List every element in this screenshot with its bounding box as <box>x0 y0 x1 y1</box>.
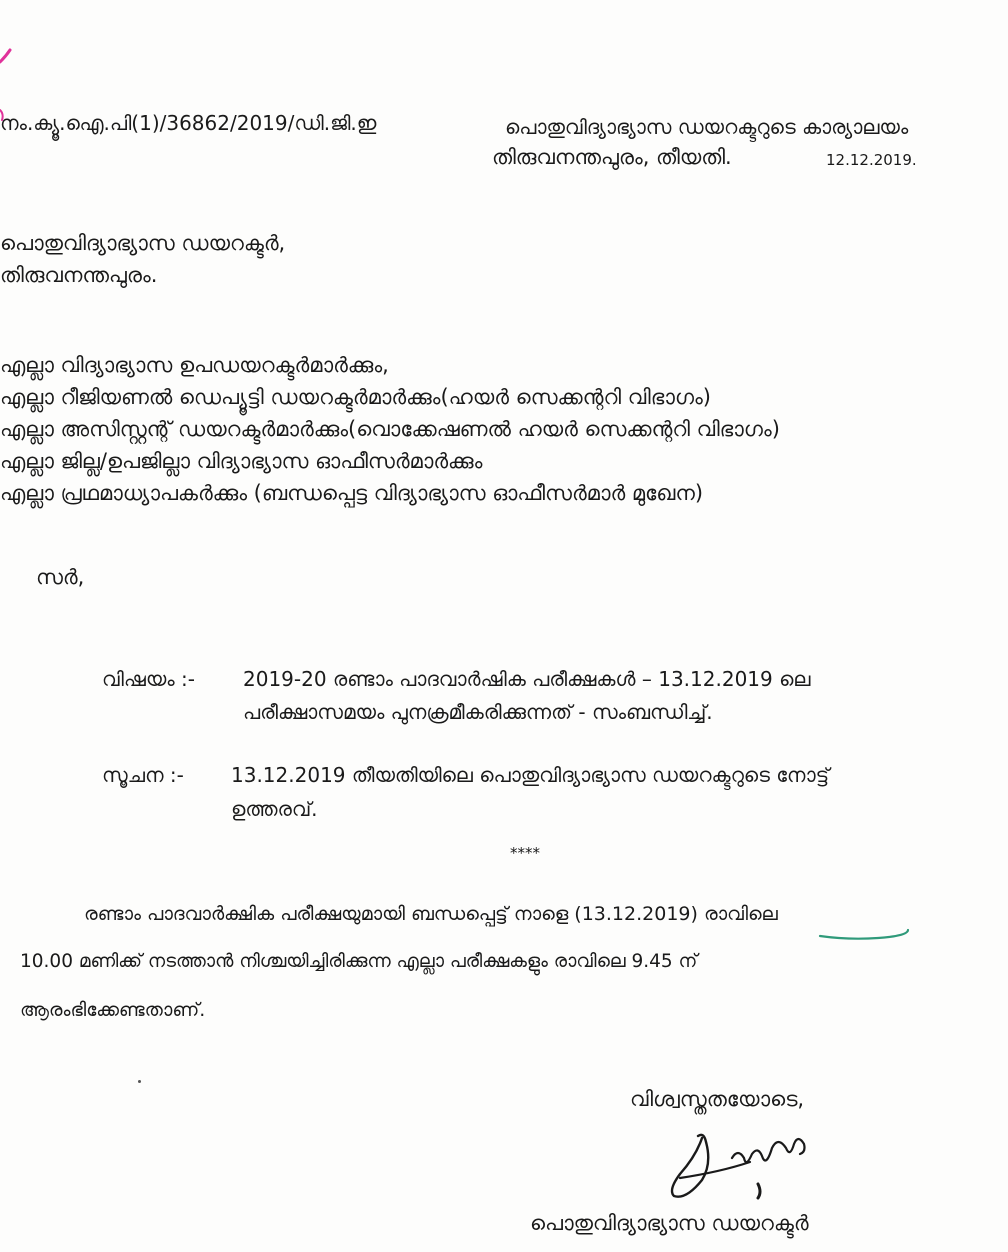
handwritten-signature <box>640 1118 840 1208</box>
recipient-line: എല്ലാ ജില്ല/ഉപജില്ലാ വിദ്യാഭ്യാസ ഓഫീസർമാർക്കും <box>0 449 483 473</box>
signatory-title: പൊതുവിദ്യാഭ്യാസ ഡയറക്ടർ <box>530 1211 809 1235</box>
recipient-line: എല്ലാ റീജിയണൽ ഡെപ്യൂട്ടി ഡയറക്ടർമാർക്കും(ഹയർ സെക്കന്ററി വിഭാഗം) <box>0 385 711 409</box>
from-line-1: പൊതുവിദ്യാഭ്യാസ ഡയറക്ടർ, <box>0 231 286 255</box>
reference-line-2: ഉത്തരവ്. <box>231 797 318 821</box>
salutation: സർ, <box>36 565 85 589</box>
letter-date: 12.12.2019. <box>826 151 917 169</box>
pink-margin-mark <box>0 48 14 158</box>
reference-line-1: 13.12.2019 തീയതിയിലെ പൊതുവിദ്യാഭ്യാസ ഡയറക്ടറുടെ നോട്ട് <box>231 763 830 787</box>
recipient-line: എല്ലാ അസിസ്റ്റന്റ് ഡയറക്ടർമാർക്കും(വൊക്കേഷണൽ ഹയർ സെക്കന്ററി വിഭാഗം) <box>0 417 780 441</box>
place-date-label: തിരുവനന്തപുരം, തീയതി. <box>492 145 732 169</box>
from-line-2: തിരുവനന്തപുരം. <box>0 263 158 287</box>
valediction: വിശ്വസ്തതയോടെ, <box>630 1087 805 1111</box>
body-line-1: രണ്ടാം പാദവാർക്ഷിക പരീക്ഷയുമായി ബന്ധപ്പെട്ട് നാളെ (13.12.2019) രാവിലെ <box>84 903 778 925</box>
body-line-3: ആരംഭിക്കേണ്ടതാണ്. <box>20 999 206 1021</box>
stray-dot <box>138 1080 141 1083</box>
body-line-2: 10.00 മണിക്ക് നടത്താൻ നിശ്ചയിച്ചിരിക്കുന്ന എല്ലാ പരീക്ഷകളും രാവിലെ 9.45 ന് <box>20 951 698 972</box>
reference-label: സൂചന :- <box>102 763 184 787</box>
recipient-line: എല്ലാ വിദ്യാഭ്യാസ ഉപഡയറക്ടർമാർക്കും, <box>0 353 389 377</box>
subject-line-2: പരീക്ഷാസമയം പുനക്രമീകരിക്കുന്നത് - സംബന്ധിച്ച്. <box>243 700 713 724</box>
subject-line-1: 2019-20 രണ്ടാം പാദവാർഷിക പരീക്ഷകൾ – 13.12.2019 ലെ <box>243 667 811 691</box>
office-name: പൊതുവിദ്യാഭ്യാസ ഡയറക്ടറുടെ കാര്യാലയം <box>505 115 909 139</box>
recipient-line: എല്ലാ പ്രഥമാധ്യാപകർക്കും (ബന്ധപ്പെട്ട വിദ്യാഭ്യാസ ഓഫീസർമാർ മുഖേന) <box>0 481 704 505</box>
subject-label: വിഷയം :- <box>102 667 195 691</box>
reference-number: നം.ക്യൂ.ഐ.പി(1)/36862/2019/ഡി.ജി.ഇ <box>0 111 377 135</box>
separator-stars: **** <box>510 844 540 862</box>
green-pen-underline <box>818 926 910 942</box>
